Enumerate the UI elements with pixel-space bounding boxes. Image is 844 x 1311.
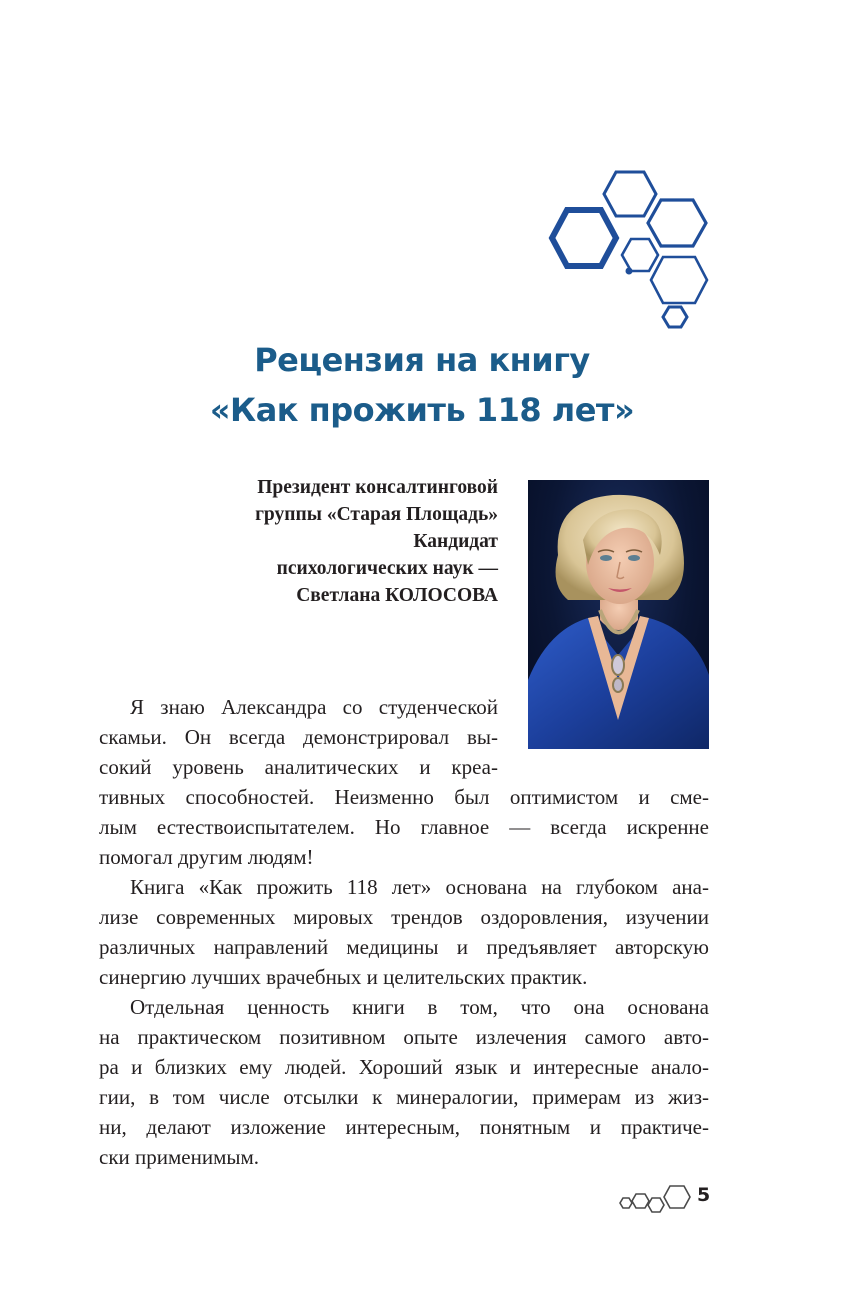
hexagon-right bbox=[648, 200, 706, 246]
body-line-4: тивных способностей. Неизменно был оптимистом и сме- bbox=[99, 785, 709, 809]
hexagon-cluster-icon bbox=[540, 160, 730, 340]
body-line-15: ни, делают изложение интересным, понятным и практиче- bbox=[99, 1115, 709, 1139]
body-line-14: гии, в том числе отсылки к минералогии, примерам из жиз- bbox=[99, 1085, 709, 1109]
author-credentials bbox=[200, 474, 498, 609]
body-line-9: различных направлений медицины и предъявляет авторскую bbox=[99, 935, 709, 959]
hexagon-top bbox=[604, 172, 656, 216]
body-line-3: сокий уровень аналитических и креа- bbox=[99, 755, 498, 779]
hexagon-small-mid bbox=[622, 239, 658, 271]
hexagon-tiny bbox=[663, 307, 687, 327]
title-line-1: Рецензия на книгу bbox=[254, 341, 590, 379]
body-line-2: скамьи. Он всегда демонстрировал вы- bbox=[99, 725, 498, 749]
body-line-8: лизе современных мировых трендов оздоровления, изучении bbox=[99, 905, 709, 929]
title-line-2: «Как прожить 118 лет» bbox=[209, 391, 635, 429]
author-line-2: группы «Старая Площадь» bbox=[255, 504, 498, 525]
page-title bbox=[0, 335, 844, 435]
body-line-6: помогал другим людям! bbox=[99, 845, 314, 869]
body-line-1: Я знаю Александра со студенческой bbox=[130, 695, 498, 719]
hexagon-large bbox=[552, 210, 616, 266]
body-line-10: синергию лучших врачебных и целительских практик. bbox=[99, 965, 588, 989]
body-line-12: на практическом позитивном опыте излечения самого авто- bbox=[99, 1025, 709, 1049]
author-line-1: Президент консалтинговой bbox=[257, 477, 498, 498]
author-line-5: Светлана КОЛОСОВА bbox=[296, 585, 498, 606]
hexagon-lower-right bbox=[651, 257, 707, 303]
hexagon-dot bbox=[626, 268, 633, 275]
body-line-13: ра и близких ему людей. Хороший язык и интересные анало- bbox=[99, 1055, 709, 1079]
author-portrait bbox=[528, 480, 709, 749]
page-number: 5 bbox=[697, 1184, 711, 1206]
body-line-7: Книга «Как прожить 118 лет» основана на глубоком ана- bbox=[130, 875, 709, 899]
author-line-3: Кандидат bbox=[413, 531, 498, 552]
body-line-16: ски применимым. bbox=[99, 1145, 260, 1169]
body-line-5: лым естествоиспытателем. Но главное — всегда искренне bbox=[99, 815, 709, 839]
author-line-4: психологических наук — bbox=[276, 558, 498, 579]
hexagon-chain-icon bbox=[618, 1181, 696, 1217]
body-line-11: Отдельная ценность книги в том, что она основана bbox=[130, 995, 709, 1019]
